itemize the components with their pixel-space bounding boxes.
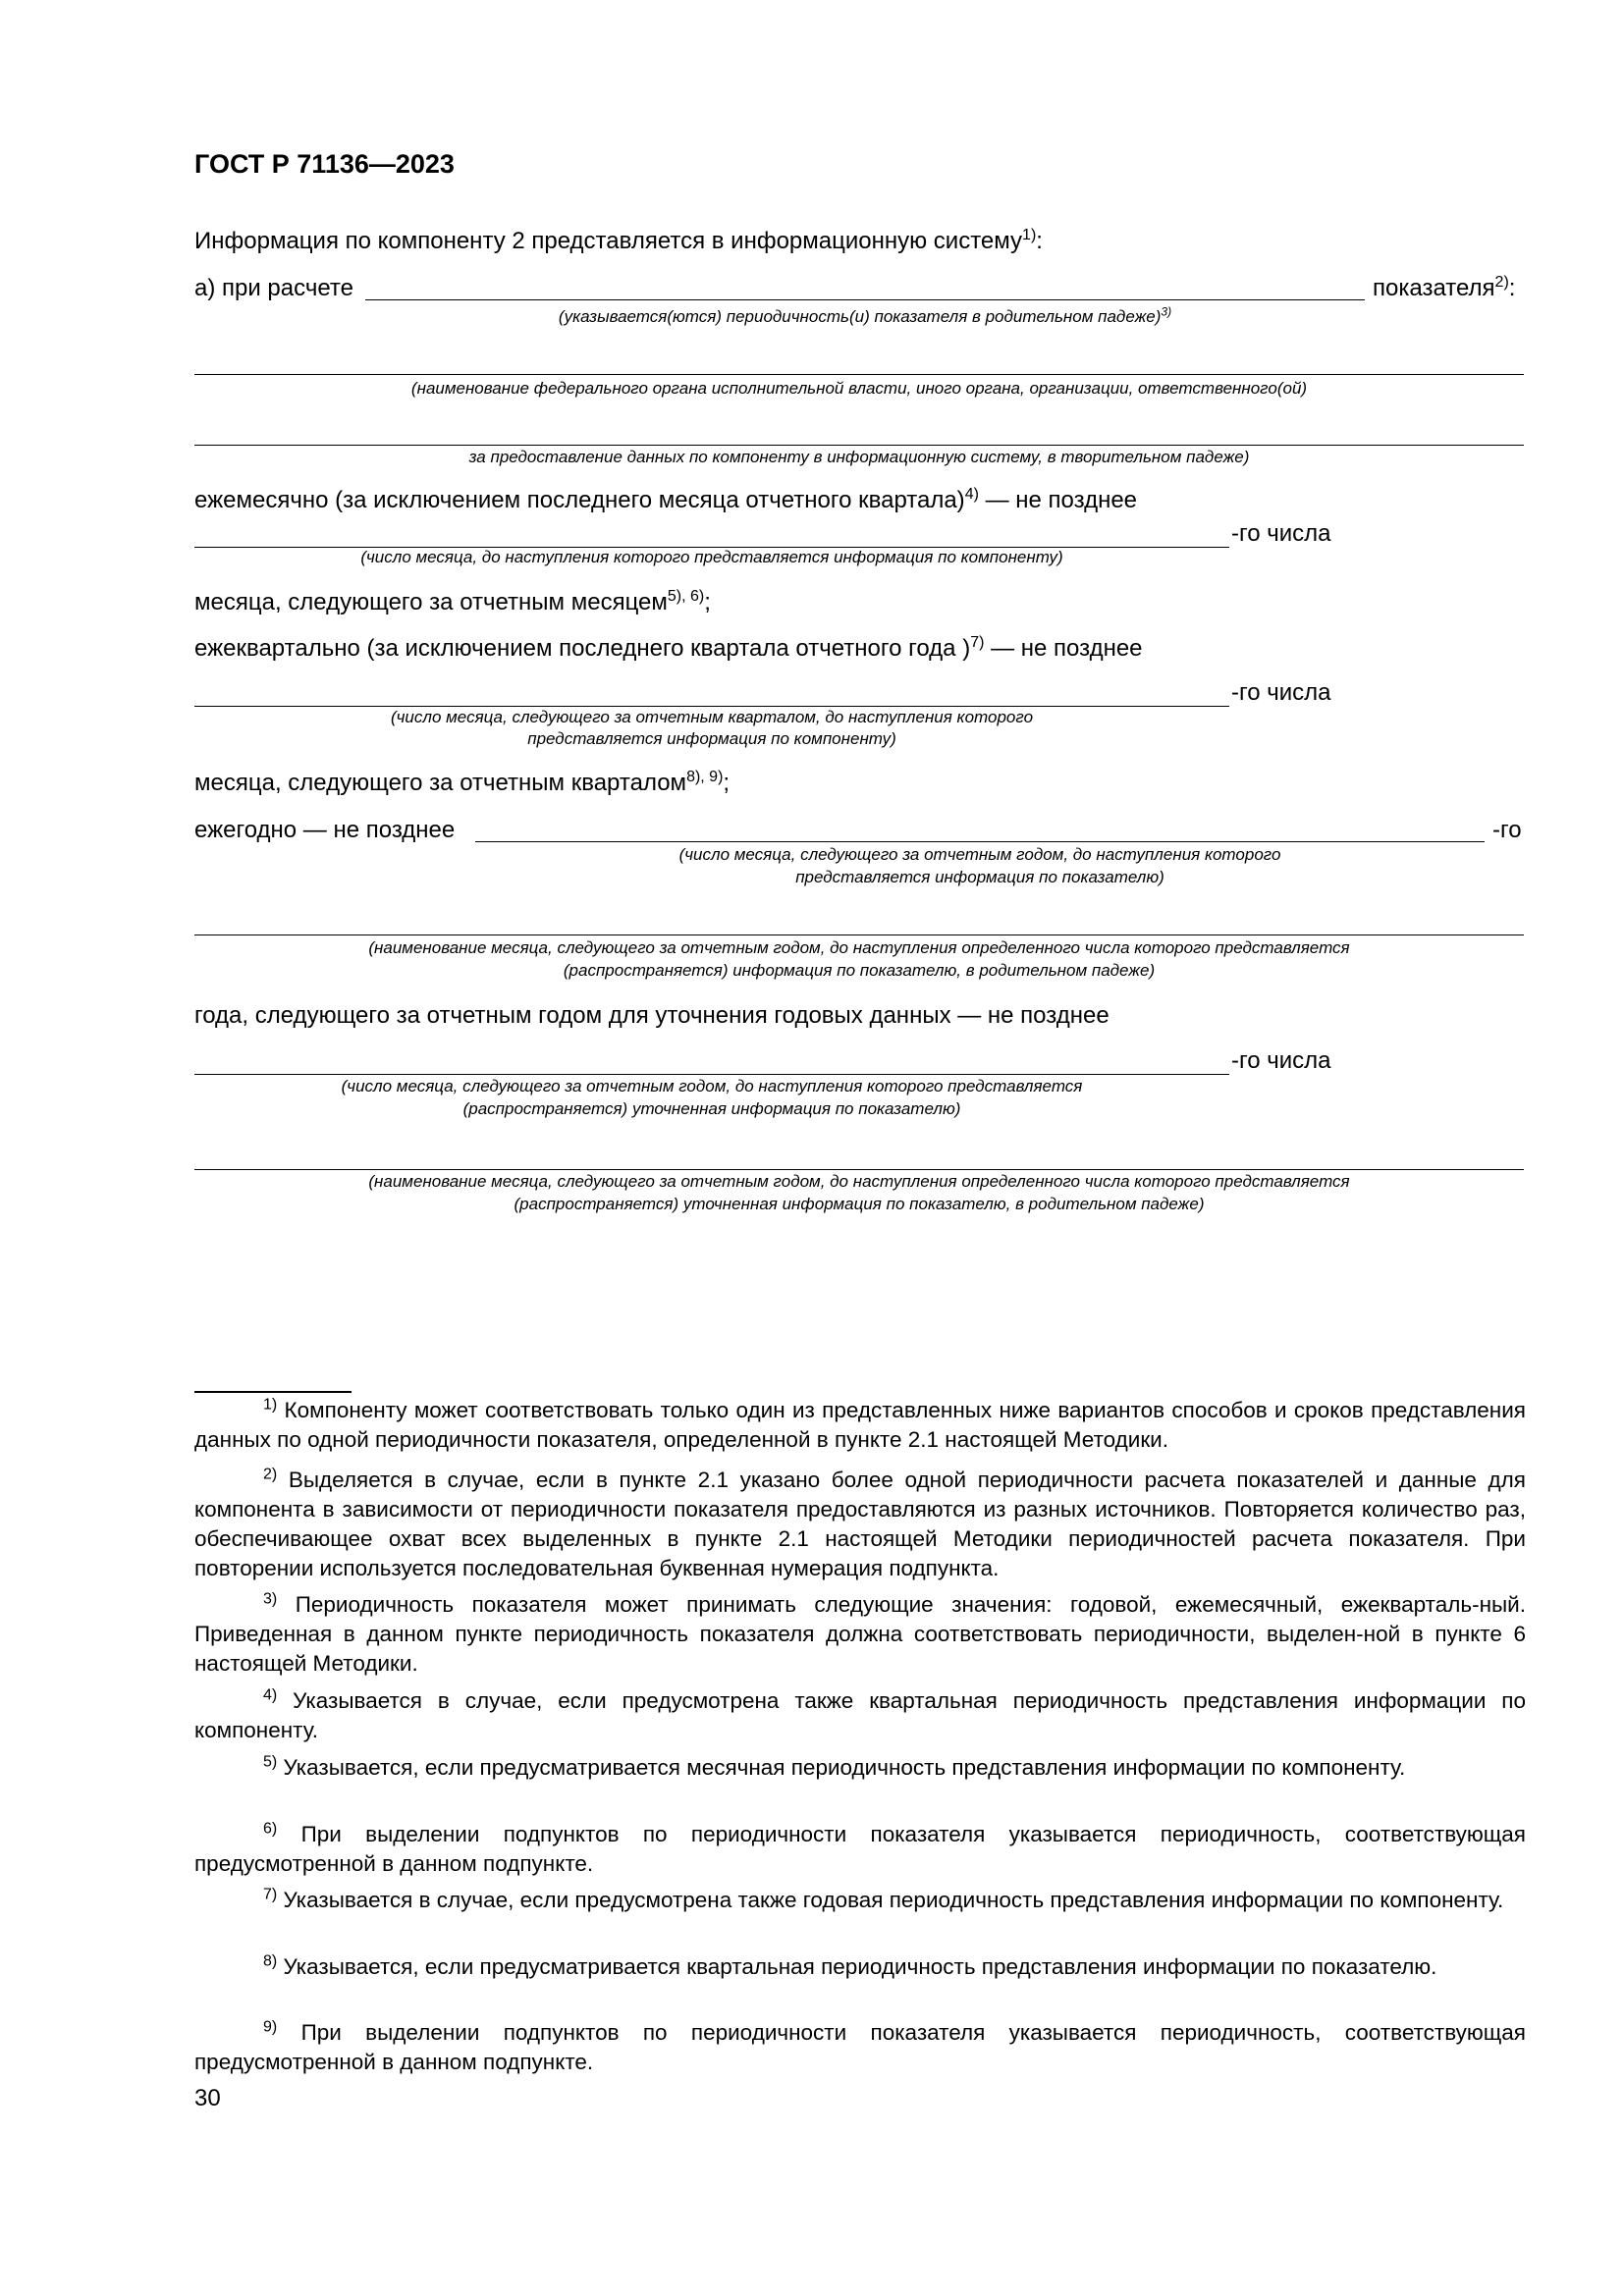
quarterly-day-hint-2: представляется информация по компоненту) bbox=[527, 729, 896, 748]
footnote-separator bbox=[194, 1391, 352, 1393]
item-a-prefix: а) при расчете bbox=[194, 275, 353, 301]
monthly-month-line bbox=[194, 589, 711, 616]
item-a-blank[interactable] bbox=[365, 299, 1365, 300]
quarterly-text: ежеквартально (за исключением последнего квартала отчетного года ) bbox=[194, 635, 971, 662]
periodicity-hint-ref: 3) bbox=[1161, 304, 1172, 319]
yearly-prefix: ежегодно — не позднее bbox=[194, 817, 456, 843]
footnote-4 bbox=[194, 1686, 1526, 1745]
monthly-ref: 4) bbox=[964, 486, 979, 503]
footnote-3-text: Периодичность показателя может принимать следующие значения: годовой, ежемесячный, ежекварталь-ный. Приведенная в данном пункте периодичность показателя должна соответствовать периодичности, выделен-ной в пункте 6 настоящей Методики. bbox=[194, 1592, 1526, 1676]
page-number: 30 bbox=[194, 2085, 221, 2111]
refined-month-hint-1: (наименование месяца, следующего за отчетным годом, до наступления определенного числа которого представляется bbox=[368, 1172, 1350, 1191]
item-a-suffix-text: показателя bbox=[1373, 275, 1495, 301]
monthly-day-hint: (число месяца, до наступления которого представляется информация по компоненту) bbox=[360, 548, 1063, 566]
intro-tail: : bbox=[1036, 228, 1043, 254]
footnote-5 bbox=[194, 1753, 1526, 1783]
refined-day-hint-1: (число месяца, следующего за отчетным годом, до наступления которого представляется bbox=[341, 1077, 1083, 1095]
organ-hint: (наименование федерального органа исполнительной власти, иного органа, организации, ответственного(ой) bbox=[410, 379, 1308, 398]
quarterly-month-tail: ; bbox=[723, 770, 731, 796]
footnote-1 bbox=[194, 1396, 1526, 1455]
refined-month-hint-2: (распространяется) уточненная информация по показателю, в родительном падеже) bbox=[514, 1195, 1205, 1213]
yearly-month-hint-2: (распространяется) информация по показателю, в родительном падеже) bbox=[563, 961, 1156, 980]
refined-day-blank[interactable] bbox=[194, 1074, 1229, 1075]
footnote-6 bbox=[194, 1820, 1526, 1879]
quarterly-month-text: месяца, следующего за отчетным кварталом bbox=[194, 770, 687, 796]
intro-ref: 1) bbox=[1022, 227, 1037, 243]
monthly-line bbox=[194, 487, 1137, 514]
monthly-month-ref: 5), 6) bbox=[667, 588, 705, 605]
footnote-3-num: 3) bbox=[263, 1590, 278, 1608]
item-a-suffix bbox=[1373, 275, 1515, 302]
footnote-2 bbox=[194, 1466, 1526, 1583]
yearly-month-hint-1: (наименование месяца, следующего за отчетным годом, до наступления определенного числа которого представляется bbox=[368, 938, 1350, 957]
footnote-9 bbox=[194, 2018, 1526, 2077]
yearly-day-hint-2: представляется информация по показателю) bbox=[795, 868, 1164, 886]
quarterly-line bbox=[194, 635, 1143, 663]
yearly-day-hint-1: (число месяца, следующего за отчетным годом, до наступления которого bbox=[678, 845, 1281, 864]
footnote-8 bbox=[194, 1952, 1526, 1982]
quarterly-tail: — не позднее bbox=[984, 635, 1143, 662]
yearly-suffix: -го bbox=[1492, 817, 1522, 843]
footnote-1-num: 1) bbox=[263, 1396, 278, 1414]
document-code: ГОСТ Р 71136—2023 bbox=[194, 149, 455, 179]
footnote-8-num: 8) bbox=[263, 1952, 278, 1970]
footnote-9-text: При выделении подпунктов по периодичности показателя указывается периодичность, соответствующая предусмотренной в данном подпункте. bbox=[194, 2020, 1526, 2074]
organ-blank[interactable] bbox=[194, 374, 1524, 375]
intro-text: Информация по компоненту 2 представляется в информационную систему bbox=[194, 228, 1023, 254]
monthly-month-tail: ; bbox=[704, 589, 711, 615]
footnote-7 bbox=[194, 1886, 1526, 1915]
refined-day-suffix: -го числа bbox=[1231, 1047, 1331, 1074]
footnote-2-num: 2) bbox=[263, 1466, 278, 1483]
quarterly-month-line bbox=[194, 770, 730, 797]
footnote-2-text: Выделяется в случае, если в пункте 2.1 указано более одной периодичности расчета показателей и данные для компонента в зависимости от периодичности показателя предоставляются из разных источников. Повторяется количество раз, обеспечивающее охват всех выделенных в пункте 2.1 настоящей Методики периодичностей расчета показателя. При повторении используется последовательная буквенная нумерация подпункта. bbox=[194, 1468, 1526, 1580]
footnote-7-text: Указывается в случае, если предусмотрена также годовая периодичность представления информации по компоненту. bbox=[283, 1888, 1504, 1912]
footnote-3 bbox=[194, 1590, 1526, 1679]
footnote-5-num: 5) bbox=[263, 1753, 278, 1771]
footnote-4-text: Указывается в случае, если предусмотрена также квартальная периодичность представления информации по компоненту. bbox=[194, 1688, 1526, 1742]
yearly-month-blank[interactable] bbox=[194, 934, 1524, 935]
responsibility-hint: за предоставление данных по компоненту в информационную систему, в творительном падеже) bbox=[468, 448, 1250, 466]
refined-day-hint-2: (распространяется) уточненная информация по показателю) bbox=[462, 1099, 961, 1118]
item-a-tail: : bbox=[1508, 275, 1516, 301]
monthly-tail: — не позднее bbox=[978, 487, 1138, 513]
footnote-7-num: 7) bbox=[263, 1886, 278, 1903]
footnote-1-text: Компоненту может соответствовать только один из представленных ниже вариантов способов и сроков представления данных по одной периодичности показателя, определенной в пункте 2.1 настоящей Методики. bbox=[194, 1398, 1526, 1452]
footnote-6-num: 6) bbox=[263, 1820, 278, 1838]
footnote-9-num: 9) bbox=[263, 2018, 278, 2036]
refined-month-blank[interactable] bbox=[194, 1169, 1524, 1170]
quarterly-day-hint-1: (число месяца, следующего за отчетным кварталом, до наступления которого bbox=[390, 708, 1034, 726]
yearly-refine-text: года, следующего за отчетным годом для уточнения годовых данных — не позднее bbox=[194, 1002, 1110, 1029]
quarterly-month-ref: 8), 9) bbox=[686, 769, 724, 785]
footnote-5-text: Указывается, если предусматривается месячная периодичность представления информации по компоненту. bbox=[283, 1755, 1406, 1780]
quarterly-day-suffix: -го числа bbox=[1231, 679, 1331, 706]
footnote-6-text: При выделении подпунктов по периодичности показателя указывается периодичность, соответствующая предусмотренной в данном подпункте. bbox=[194, 1822, 1526, 1876]
monthly-text: ежемесячно (за исключением последнего месяца отчетного квартала) bbox=[194, 487, 965, 513]
item-a-ref: 2) bbox=[1494, 274, 1509, 291]
quarterly-ref: 7) bbox=[970, 634, 985, 651]
yearly-day-blank[interactable] bbox=[475, 841, 1485, 842]
footnote-4-num: 4) bbox=[263, 1686, 278, 1704]
monthly-day-suffix: -го числа bbox=[1231, 520, 1331, 547]
footnote-8-text: Указывается, если предусматривается квартальная периодичность представления информации по показателю. bbox=[283, 1954, 1437, 1979]
responsibility-blank[interactable] bbox=[194, 445, 1524, 446]
periodicity-hint bbox=[365, 306, 1365, 328]
intro-line bbox=[194, 228, 1043, 255]
monthly-month-text: месяца, следующего за отчетным месяцем bbox=[194, 589, 668, 615]
periodicity-hint-text: (указывается(ются) периодичность(и) показателя в родительном падеже) bbox=[558, 307, 1162, 326]
